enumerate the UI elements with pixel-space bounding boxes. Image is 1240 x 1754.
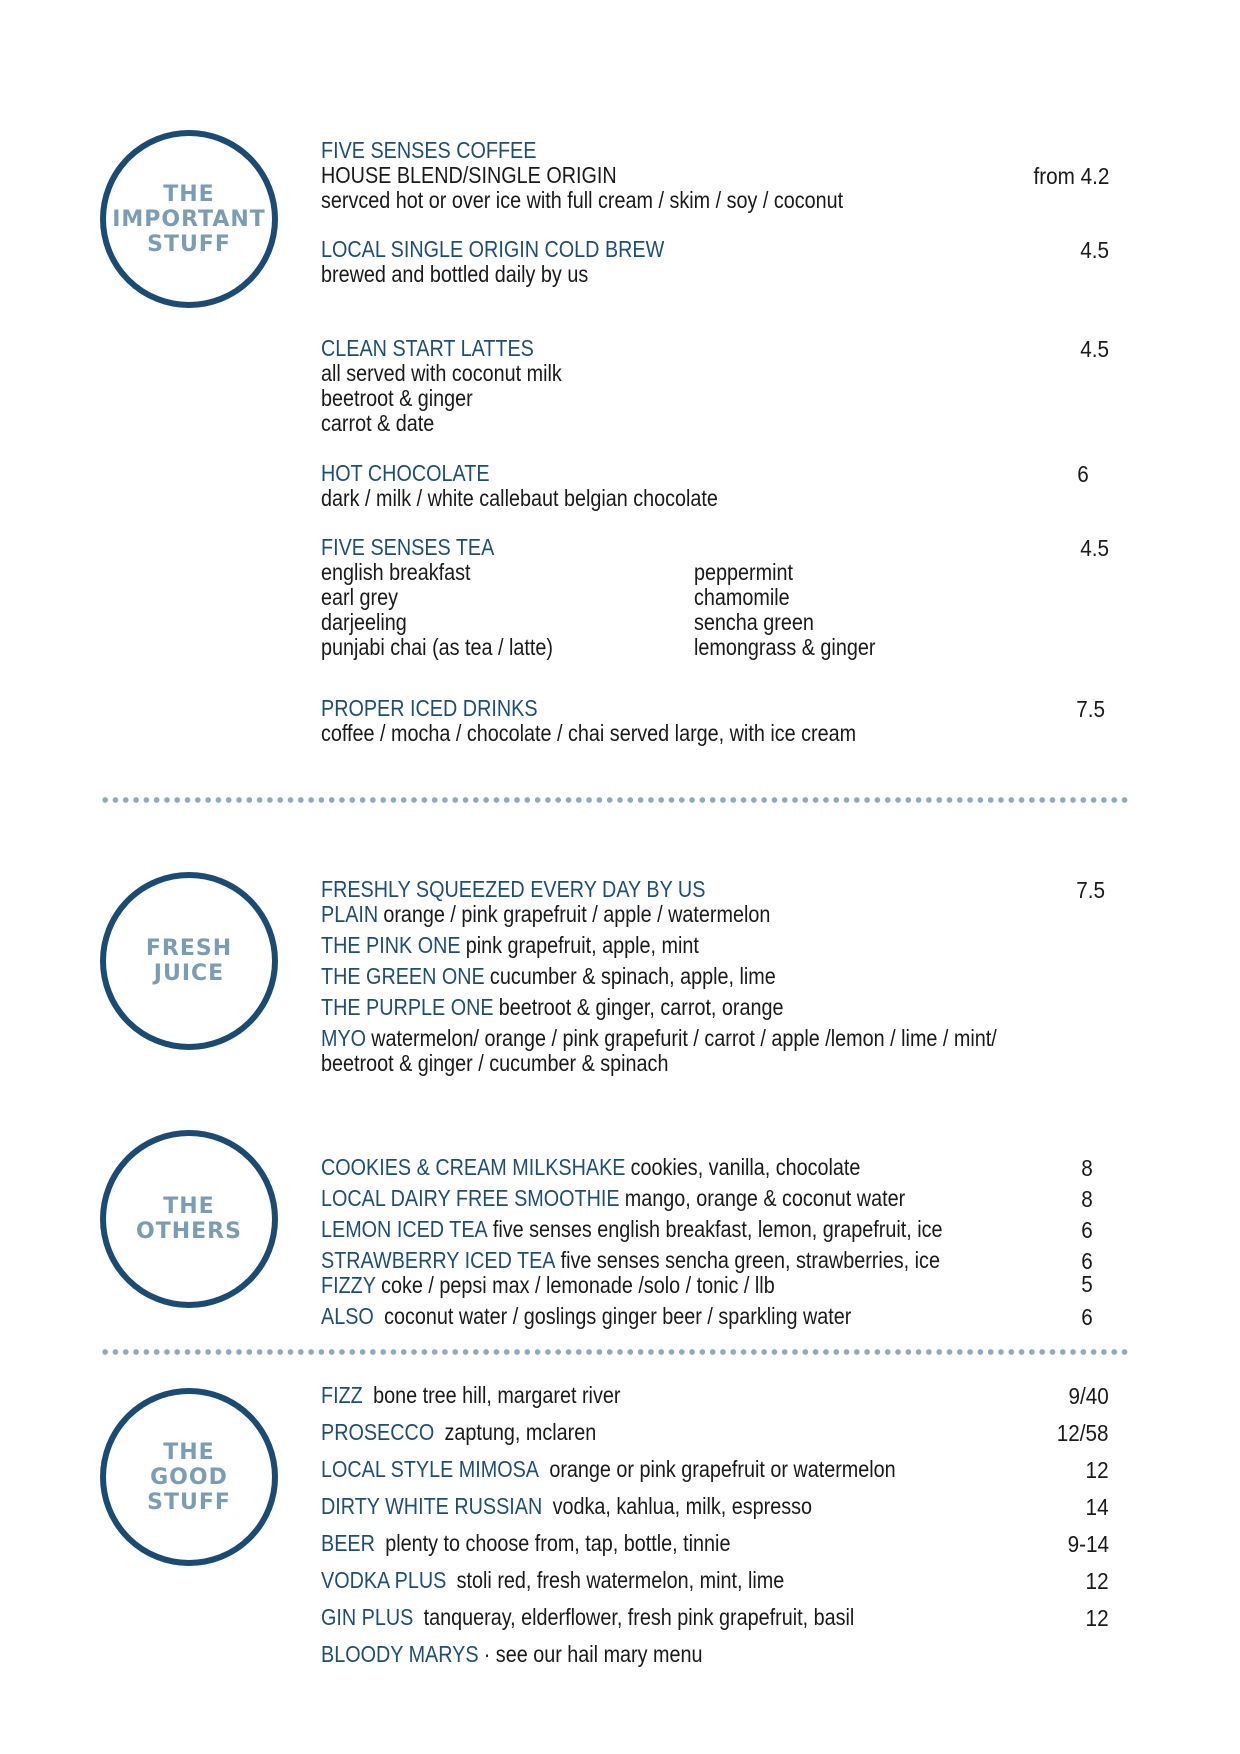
item-desc: cucumber & spinach, apple, lime [489, 963, 776, 989]
badge-line: FRESH [145, 936, 233, 961]
drink-item [321, 1457, 1121, 1494]
item-desc: five senses sencha green, strawberries, ice [560, 1247, 940, 1273]
tea-option: english breakfast [321, 559, 471, 585]
drink-item [321, 1531, 1121, 1568]
badge-the-others [100, 1130, 278, 1308]
item-price: 14 [1085, 1494, 1109, 1520]
item-price: 8 [1081, 1155, 1093, 1181]
drink-item [321, 1494, 1121, 1531]
tea-option: peppermint [694, 559, 793, 585]
juice-item-green [321, 964, 1009, 989]
item-desc: orange / pink grapefruit / apple / watermelon [383, 901, 771, 927]
item-desc: stoli red, fresh watermelon, mint, lime [456, 1567, 785, 1593]
item-name: LOCAL DAIRY FREE SMOOTHIE [321, 1185, 620, 1211]
item-desc: coke / pepsi max / lemonade /solo / tonic / llb [381, 1272, 775, 1298]
item-desc: orange or pink grapefruit or watermelon [549, 1456, 896, 1482]
drink-item [321, 1383, 1121, 1420]
badge-the-good-stuff [100, 1388, 278, 1566]
others-item [321, 1155, 1121, 1186]
menu-item-iced-drinks [321, 696, 1121, 746]
item-desc: coconut water / goslings ginger beer / sparkling water [384, 1303, 852, 1329]
item-name: THE PURPLE ONE [321, 994, 494, 1020]
others-item [321, 1248, 1121, 1273]
drink-item [321, 1568, 1121, 1605]
juice-item-pink [321, 933, 1009, 958]
tea-option: darjeeling [321, 609, 407, 635]
others-item [321, 1304, 1121, 1335]
item-title: FIVE SENSES COFFEE [321, 137, 537, 163]
juice-list [321, 877, 1121, 1076]
item-desc: five senses english breakfast, lemon, grapefruit, ice [492, 1216, 943, 1242]
badge-line: THE [163, 181, 215, 207]
item-desc: zaptung, mclaren [444, 1419, 597, 1445]
juice-item-purple [321, 995, 1009, 1020]
item-desc: servced hot or over ice with full cream / skim / soy / coconut [321, 187, 844, 213]
item-name: PROSECCO [321, 1419, 435, 1445]
item-desc: tanqueray, elderflower, fresh pink grapefruit, basil [423, 1604, 855, 1630]
item-name: PLAIN [321, 901, 379, 927]
item-desc: dark / milk / white callebaut belgian chocolate [321, 485, 718, 511]
item-desc: cookies, vanilla, chocolate [630, 1154, 861, 1180]
item-title: PROPER ICED DRINKS [321, 695, 538, 721]
item-price: 9/40 [1068, 1383, 1109, 1409]
others-item [321, 1273, 1121, 1304]
badge-line: GOOD [150, 1464, 228, 1490]
badge-line: IMPORTANT [112, 206, 266, 232]
item-desc: vodka, kahlua, milk, espresso [552, 1493, 813, 1519]
item-desc: coffee / mocha / chocolate / chai served large, with ice cream [321, 720, 857, 746]
item-price: 12 [1085, 1605, 1109, 1631]
good-stuff-list [321, 1383, 1121, 1679]
tea-option: chamomile [694, 584, 790, 610]
item-title: HOT CHOCOLATE [321, 460, 490, 486]
item-name: COOKIES & CREAM MILKSHAKE [321, 1154, 626, 1180]
section-title: FRESHLY SQUEEZED EVERY DAY BY US [321, 876, 706, 902]
item-desc: pink grapefruit, apple, mint [465, 932, 699, 958]
item-desc-cont: beetroot & ginger / cucumber & spinach [321, 1050, 669, 1076]
item-name: STRAWBERRY ICED TEA [321, 1247, 556, 1273]
item-desc: carrot & date [321, 410, 435, 436]
tea-option: sencha green [694, 609, 814, 635]
item-price: from 4.2 [1033, 163, 1109, 189]
item-price: 6 [1081, 1217, 1093, 1243]
item-name: THE PINK ONE [321, 932, 461, 958]
menu-item-cold-brew [321, 237, 1121, 287]
item-name: FIZZ [321, 1382, 363, 1408]
item-price: 5 [1081, 1271, 1093, 1297]
item-name: DIRTY WHITE RUSSIAN [321, 1493, 543, 1519]
badge-fresh-juice [100, 872, 278, 1050]
drink-item [321, 1420, 1121, 1457]
item-price: 9-14 [1067, 1531, 1109, 1557]
item-name: LOCAL STYLE MIMOSA [321, 1456, 540, 1482]
item-price: 4.5 [1080, 336, 1109, 362]
item-price: 7.5 [1076, 696, 1105, 722]
item-title: FIVE SENSES TEA [321, 534, 495, 560]
item-desc: bone tree hill, margaret river [373, 1382, 621, 1408]
item-price: 6 [1081, 1248, 1093, 1274]
item-desc: all served with coconut milk [321, 360, 562, 386]
tea-option: lemongrass & ginger [694, 634, 876, 660]
badge-important-stuff [100, 130, 278, 308]
item-name: BLOODY MARYS [321, 1641, 479, 1667]
item-title: LOCAL SINGLE ORIGIN COLD BREW [321, 236, 665, 262]
item-desc: watermelon/ orange / pink grapefurit / carrot / apple /lemon / lime / mint/ [371, 1025, 997, 1051]
tea-list-right [694, 560, 905, 660]
tea-list-left [321, 560, 591, 660]
item-name: VODKA PLUS [321, 1567, 447, 1593]
badge-line: OTHERS [136, 1219, 242, 1244]
item-desc: · see our hail mary menu [483, 1641, 703, 1667]
menu-item-hot-chocolate [321, 461, 1121, 511]
menu-item-coffee [321, 138, 1121, 213]
dotted-divider [100, 1349, 1130, 1355]
item-name: BEER [321, 1530, 375, 1556]
menu-item-tea [321, 534, 1121, 660]
others-item [321, 1186, 1121, 1217]
item-desc: beetroot & ginger, carrot, orange [498, 994, 784, 1020]
dotted-divider [100, 797, 1130, 803]
tea-option: earl grey [321, 584, 398, 610]
badge-line: THE [163, 1194, 215, 1219]
item-title: CLEAN START LATTES [321, 335, 534, 361]
item-desc: beetroot & ginger [321, 385, 473, 411]
drink-item [321, 1605, 1121, 1642]
item-price: 6 [1077, 461, 1089, 487]
others-item [321, 1217, 1121, 1248]
item-price: 4.5 [1080, 237, 1109, 263]
item-name: GIN PLUS [321, 1604, 414, 1630]
item-name: THE GREEN ONE [321, 963, 485, 989]
item-price: 12 [1085, 1568, 1109, 1594]
badge-line: STUFF [147, 231, 231, 257]
juice-item-plain [321, 902, 1009, 927]
badge-line: THE [163, 1439, 215, 1465]
badge-line: STUFF [147, 1489, 231, 1515]
item-price: 8 [1081, 1186, 1093, 1212]
others-list [321, 1155, 1121, 1335]
item-price: 12 [1085, 1457, 1109, 1483]
item-price: 12/58 [1057, 1420, 1109, 1446]
item-name: MYO [321, 1025, 367, 1051]
badge-line: JUICE [153, 961, 225, 986]
item-name: FIZZY [321, 1272, 376, 1298]
item-price: 7.5 [1076, 877, 1105, 903]
item-name: ALSO [321, 1303, 374, 1329]
menu-item-lattes [321, 336, 1121, 436]
item-subtitle: HOUSE BLEND/SINGLE ORIGIN [321, 162, 617, 188]
item-price: 4.5 [1080, 535, 1109, 561]
drink-item [321, 1642, 1121, 1679]
item-name: LEMON ICED TEA [321, 1216, 488, 1242]
juice-item-myo [321, 1026, 1009, 1051]
item-price: 6 [1081, 1304, 1093, 1330]
item-desc: mango, orange & coconut water [624, 1185, 906, 1211]
item-desc: brewed and bottled daily by us [321, 261, 589, 287]
tea-option: punjabi chai (as tea / latte) [321, 634, 554, 660]
item-desc: plenty to choose from, tap, bottle, tinnie [385, 1530, 731, 1556]
